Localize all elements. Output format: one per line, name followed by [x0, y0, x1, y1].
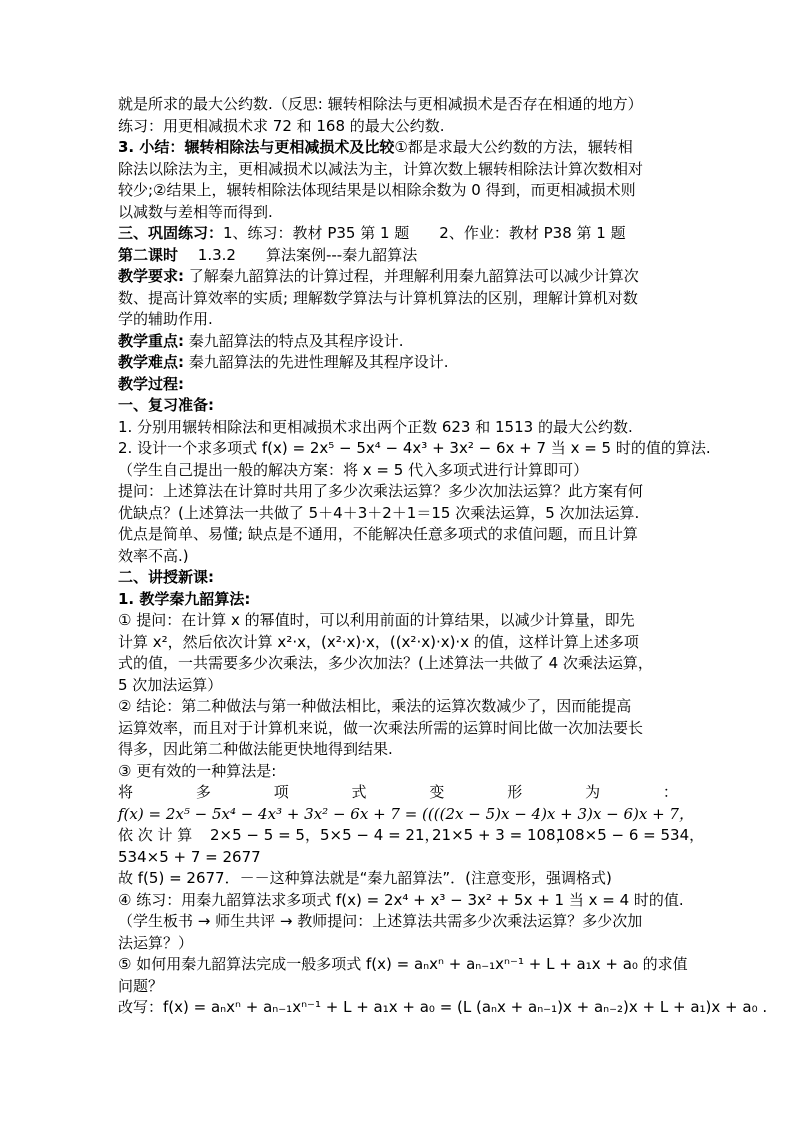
text-line: 得多，因此第二种做法能更快地得到结果. [118, 740, 393, 758]
label-key-points: 教学重点: [118, 331, 184, 350]
calc-label: 依 次 计 算 [118, 826, 193, 844]
text-line: 运算效率，而且对于计算机来说，做一次乘法所需的运算时间比做一次加法要长 [118, 718, 644, 737]
calc-step: 2×5 − 5 = 5， [210, 826, 320, 844]
text-run: 秦九韶算法的先进性理解及其程序设计. [184, 353, 449, 371]
text-run: 秦九韶算法的特点及其程序设计. [184, 331, 404, 350]
spread-char: 为 [585, 783, 601, 801]
text-line [118, 567, 678, 589]
label-difficulties: 教学难点: [118, 353, 184, 371]
lesson-heading: 第二课时 [118, 245, 179, 264]
text-line: 1. 分别用辗转相除法和更相减损术求出两个正数 623 和 1513 的最大公约数. [118, 417, 633, 436]
text-line [118, 223, 678, 245]
text-line: 就是所求的最大公约数.（反思: 辗转相除法与更相减损术是否存在相通的地方） [118, 95, 643, 113]
label-process: 教学过程: [118, 374, 184, 393]
text-line: 学的辅助作用. [118, 310, 213, 328]
spread-char: ： [662, 783, 678, 801]
text-line: 提问：上述算法在计算时共用了多少次乘法运算？多少次加法运算？此方案有何 [118, 482, 644, 500]
text-line: ⑤ 如何用秦九韶算法完成一般多项式 f(x) = aₙxⁿ + aₙ₋₁xⁿ⁻¹ + L + a₁x + a₀ 的求值 [118, 955, 688, 973]
calc-step: 5×5 − 4 = 21， [320, 826, 440, 844]
spread-char: 项 [273, 783, 289, 801]
text-line: ④ 练习：用秦九韶算法求多项式 f(x) = 2x⁴ + x³ − 3x² + 5x + 1 当 x = 4 时的值. [118, 890, 684, 909]
text-run: 了解秦九韶算法的计算过程，并理解利用秦九韶算法可以减少计算次 [184, 267, 639, 285]
summary-heading: 3. 小结：辗转相除法与更相减损术及比较 [118, 138, 395, 156]
text-line: 5 次加法运算） [118, 675, 223, 694]
text-line: 练习：用更相减损术求 72 和 168 的最大公约数. [118, 116, 445, 135]
spread-char: 式 [351, 783, 367, 801]
text-line [118, 395, 678, 417]
spread-line [118, 782, 678, 804]
text-line [118, 245, 678, 267]
text-line: 效率不高.) [118, 546, 189, 565]
calc-step: 21×5 + 3 = 108， [432, 826, 571, 844]
spread-char: 多 [195, 783, 211, 801]
spread-char: 形 [507, 783, 523, 801]
text-line [118, 374, 678, 396]
text-line: 法运算？） [118, 933, 194, 952]
text-line: 534×5 + 7 = 2677 [118, 847, 261, 866]
text-line: 故 f(5) = 2677．－－这种算法就是“秦九韶算法”．(注意变形，强调格式) [118, 869, 612, 887]
text-line [118, 331, 678, 353]
text-line [118, 589, 678, 611]
text-run: 1、练习：教材 P35 第 1 题 2、作业：教材 P38 第 1 题 [223, 224, 626, 242]
text-line: 优缺点？(上述算法一共做了 5＋4＋3＋2＋1＝15 次乘法运算，5 次加法运算. [118, 503, 640, 522]
text-line: 除法以除法为主，更相减损术以减法为主，计算次数上辗转相除法计算次数相对 [118, 159, 644, 178]
text-line: 以减数与差相等而得到. [118, 202, 273, 221]
spread-char: 变 [429, 783, 445, 801]
subsection-heading: 1. 教学秦九韶算法: [118, 589, 251, 608]
formula-nested: f(x) = 2x⁵ − 5x⁴ − 4x³ + 3x² − 6x + 7 = ((((2x − 5)x − 4)x + 3)x − 6)x + 7， [118, 804, 694, 823]
label-requirements: 教学要求: [118, 267, 184, 285]
section-heading: 二、讲授新课: [118, 568, 214, 586]
text-run: 1.3.2 算法案例---秦九韶算法 [178, 245, 418, 264]
text-line: 改写：f(x) = aₙxⁿ + aₙ₋₁xⁿ⁻¹ + L + a₁x + a₀ = (L (aₙx + aₙ₋₁)x + aₙ₋₂)x + L + a₁)x + a₀ . [118, 998, 768, 1016]
text-line: 问题？ [118, 976, 164, 995]
section-heading: 一、复习准备: [118, 396, 214, 414]
text-line: 2. 设计一个求多项式 f(x) = 2x⁵ − 5x⁴ − 4x³ + 3x² − 6x + 7 当 x = 5 时的值的算法. [118, 439, 711, 457]
text-line: 较少;②结果上，辗转相除法体现结果是以相除余数为 0 得到，而更相减损术则 [118, 181, 636, 199]
text-line [118, 352, 678, 374]
text-line: ① 提问：在计算 x 的幂值时，可以利用前面的计算结果，以减少计算量，即先 [118, 611, 635, 629]
document-page [118, 94, 768, 1019]
section-heading: 三、巩固练习： [118, 224, 224, 242]
calc-line [118, 825, 705, 847]
text-line: （学生自己提出一般的解决方案：将 x = 5 代入多项式进行计算即可） [118, 460, 589, 479]
text-line [118, 137, 678, 159]
text-line: （学生板书 → 师生共评 → 教师提问：上述算法共需多少次乘法运算？多少次加 [118, 912, 643, 930]
text-line: 数、提高计算效率的实质; 理解数学算法与计算机算法的区别，理解计算机对数 [118, 288, 638, 307]
text-line: 计算 x²，然后依次计算 x²·x，(x²·x)·x，((x²·x)·x)·x 的值，这样计算上述多项 [118, 632, 639, 651]
text-line: ② 结论：第二种做法与第一种做法相比，乘法的运算次数减少了，因而能提高 [118, 697, 632, 715]
text-line: 优点是简单、易懂; 缺点是不通用，不能解决任意多项式的求值问题，而且计算 [118, 525, 638, 543]
text-line: 式的值，一共需要多少次乘法，多少次加法？(上述算法一共做了 4 次乘法运算， [118, 654, 653, 672]
text-run: ①都是求最大公约数的方法，辗转相 [394, 138, 633, 156]
text-line [118, 266, 678, 288]
spread-char: 将 [118, 783, 134, 801]
calc-step: 108×5 − 6 = 534， [556, 826, 705, 844]
text-line: ③ 更有效的一种算法是: [118, 761, 277, 780]
